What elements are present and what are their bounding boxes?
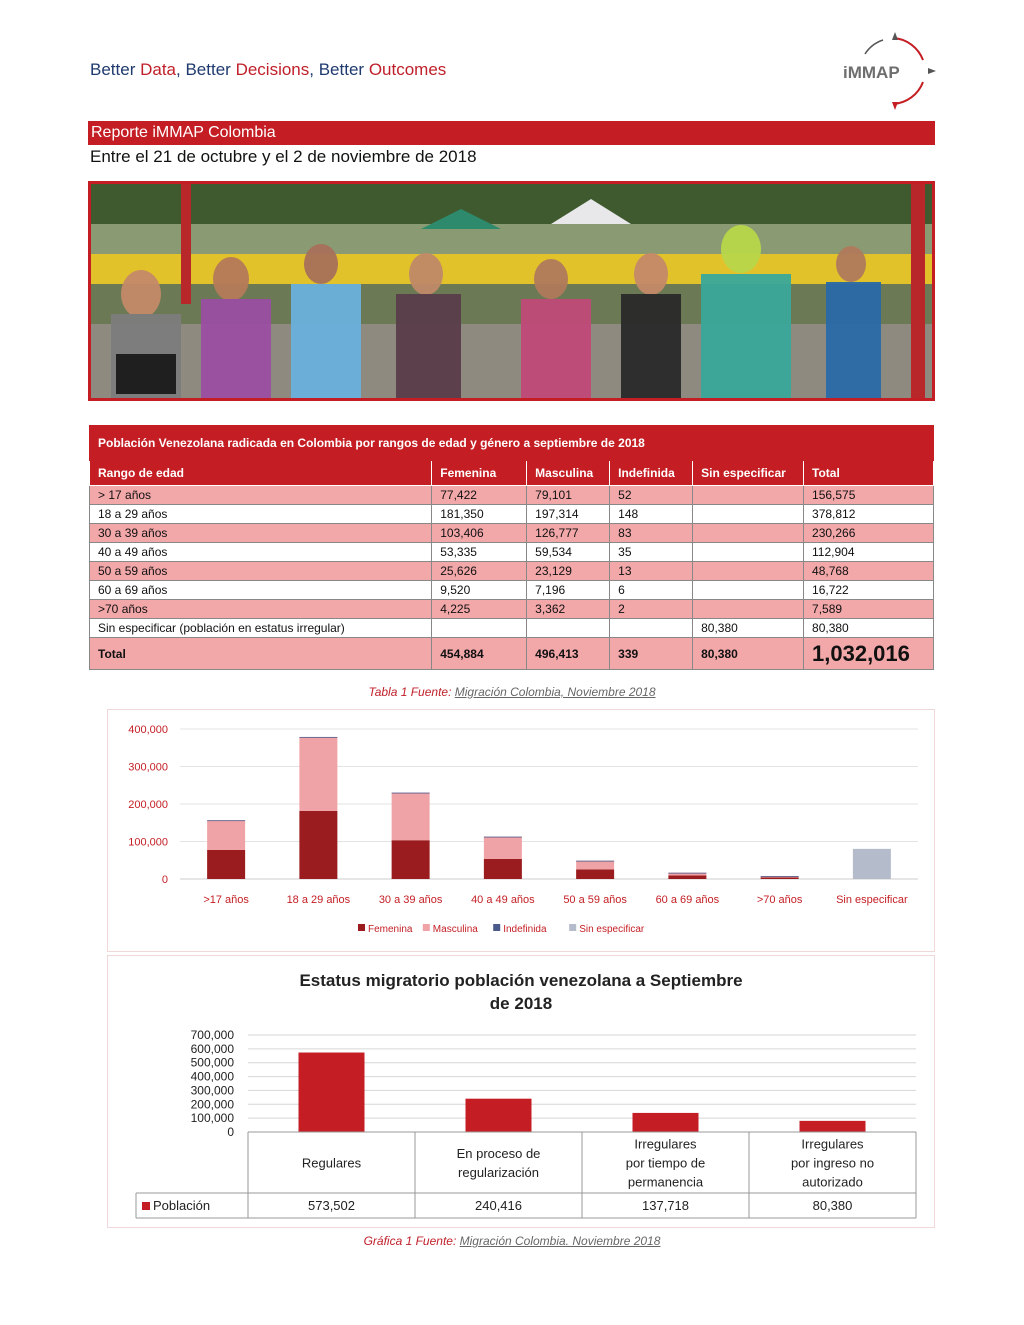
table-cell [693, 524, 804, 543]
table-cell: 378,812 [804, 505, 934, 524]
population-table [89, 425, 934, 670]
bar-segment [484, 837, 522, 859]
chart-title: Estatus migratorio población venezolana a Septiembre [299, 971, 743, 990]
category-label: permanencia [627, 1174, 704, 1190]
x-tick-label: >70 años [756, 894, 803, 906]
population-table-container [89, 425, 934, 670]
bar-segment [207, 820, 245, 850]
table-cell: > 17 años [90, 486, 432, 505]
legend-swatch [569, 924, 576, 931]
table-cell: 112,904 [804, 543, 934, 562]
table-cell: 77,422 [432, 486, 527, 505]
table-cell: 103,406 [432, 524, 527, 543]
table-cell [693, 600, 804, 619]
legend-label: Femenina [368, 924, 413, 935]
legend-swatch [493, 924, 500, 931]
value-label: 240,416 [475, 1198, 522, 1213]
bar-segment [484, 837, 522, 838]
bar-segment [392, 793, 430, 841]
table-cell [693, 505, 804, 524]
table-cell: 7,589 [804, 600, 934, 619]
logo-text: iMMAP [843, 63, 900, 82]
y-tick-label: 0 [161, 874, 168, 886]
grand-total: 1,032,016 [804, 638, 934, 670]
table-cell: 181,350 [432, 505, 527, 524]
bar-segment [668, 875, 706, 879]
report-title: Reporte iMMAP Colombia [88, 121, 935, 145]
y-tick-label: 400,000 [190, 1069, 234, 1084]
table-cell [693, 581, 804, 600]
x-tick-label: 60 a 69 años [655, 894, 720, 906]
table-row [90, 543, 934, 562]
bar-segment [853, 849, 891, 879]
age-gender-chart [107, 709, 935, 952]
table-cell: 148 [610, 505, 693, 524]
table-row [90, 600, 934, 619]
x-tick-label: 18 a 29 años [286, 894, 351, 906]
table-cell [610, 619, 693, 638]
table-cell: 197,314 [527, 505, 610, 524]
y-tick-label: 600,000 [190, 1041, 234, 1056]
table-cell: 16,722 [804, 581, 934, 600]
table-total-row [90, 638, 934, 670]
tagline-part: Outcomes [368, 60, 447, 79]
table-header: Sin especificar [693, 461, 804, 486]
tagline-part: , Better [309, 60, 365, 79]
table-header: Rango de edad [90, 461, 432, 486]
table-cell: 3,362 [527, 600, 610, 619]
bar [466, 1099, 532, 1132]
table-header: Indefinida [610, 461, 693, 486]
table-total-cell: 454,884 [432, 638, 527, 670]
table-cell: 83 [610, 524, 693, 543]
bar-segment [761, 876, 799, 877]
table-cell: 126,777 [527, 524, 610, 543]
bar-segment [576, 869, 614, 879]
category-label: Irregulares [801, 1136, 864, 1152]
tagline-part: , Better [176, 60, 231, 79]
report-subtitle: Entre el 21 de octubre y el 2 de noviembre de 2018 [90, 147, 477, 166]
bar-segment [207, 850, 245, 879]
chart-title: de 2018 [489, 994, 553, 1013]
category-label: autorizado [802, 1174, 863, 1190]
chart-source [0, 1234, 1024, 1248]
y-tick-label: 500,000 [190, 1055, 234, 1070]
table-header-row [90, 461, 934, 486]
table-cell: 156,575 [804, 486, 934, 505]
bar-segment [668, 873, 706, 874]
table-cell: 80,380 [693, 619, 804, 638]
table-cell: 48,768 [804, 562, 934, 581]
table-cell: 40 a 49 años [90, 543, 432, 562]
table-total-cell: 339 [610, 638, 693, 670]
migratory-status-chart-svg [108, 956, 934, 1227]
table-cell: 60 a 69 años [90, 581, 432, 600]
bar-segment [576, 861, 614, 862]
bar-segment [207, 820, 245, 821]
table-total-cell: Total [90, 638, 432, 670]
table-cell: 230,266 [804, 524, 934, 543]
table-total-cell: 496,413 [527, 638, 610, 670]
table-cell: 4,225 [432, 600, 527, 619]
bar-segment [576, 861, 614, 870]
table-cell: 79,101 [527, 486, 610, 505]
table-row [90, 505, 934, 524]
tagline-part: Better [90, 60, 136, 79]
table-cell: 9,520 [432, 581, 527, 600]
value-label: 573,502 [308, 1198, 355, 1213]
crowd-photo [88, 181, 935, 401]
value-label: 137,718 [642, 1198, 689, 1213]
migratory-status-chart [107, 955, 935, 1228]
bar-segment [299, 737, 337, 811]
table-caption: Población Venezolana radicada en Colombia por rangos de edad y género a septiembre de 2018 [90, 426, 934, 461]
table-cell [432, 619, 527, 638]
category-label: Regulares [301, 1155, 362, 1171]
table-cell: 35 [610, 543, 693, 562]
category-label: regularización [458, 1165, 539, 1180]
table-cell: 7,196 [527, 581, 610, 600]
table-cell: 30 a 39 años [90, 524, 432, 543]
tagline [90, 60, 446, 80]
legend-label: Indefinida [503, 924, 547, 935]
table-cell: >70 años [90, 600, 432, 619]
x-tick-label: >17 años [203, 894, 249, 906]
table-row [90, 486, 934, 505]
table-row [90, 619, 934, 638]
table-source-link[interactable]: Migración Colombia, Noviembre 2018 [454, 685, 656, 699]
table-header: Masculina [527, 461, 610, 486]
crowd-photo-illustration [91, 184, 932, 398]
table-header: Total [804, 461, 934, 486]
bar-segment [299, 737, 337, 738]
bar-segment [484, 859, 522, 879]
category-label: En proceso de [456, 1146, 541, 1161]
y-tick-label: 200,000 [190, 1097, 234, 1112]
table-row [90, 581, 934, 600]
y-tick-label: 700,000 [190, 1028, 234, 1042]
y-tick-label: 400,000 [128, 724, 168, 736]
x-tick-label: Sin especificar [836, 894, 908, 906]
immap-logo [835, 32, 940, 110]
table-header: Femenina [432, 461, 527, 486]
table-row [90, 524, 934, 543]
table-cell [693, 486, 804, 505]
table-cell: 2 [610, 600, 693, 619]
bar-segment [392, 840, 430, 879]
x-tick-label: 30 a 39 años [378, 894, 443, 906]
table-cell [693, 543, 804, 562]
table-cell: 18 a 29 años [90, 505, 432, 524]
table-cell: 25,626 [432, 562, 527, 581]
bar [299, 1053, 365, 1132]
bar-segment [299, 811, 337, 879]
table-cell: 6 [610, 581, 693, 600]
table-cell: 59,534 [527, 543, 610, 562]
legend-swatch [142, 1202, 150, 1210]
table-cell: 13 [610, 562, 693, 581]
y-tick-label: 200,000 [128, 799, 168, 811]
table-cell [693, 562, 804, 581]
x-tick-label: 40 a 49 años [471, 894, 535, 906]
table-cell: 53,335 [432, 543, 527, 562]
tagline-part: Decisions [235, 60, 310, 79]
value-label: 80,380 [812, 1198, 853, 1213]
table-cell [527, 619, 610, 638]
legend-label: Población [153, 1198, 211, 1213]
y-tick-label: 100,000 [190, 1111, 234, 1126]
x-tick-label: 50 a 59 años [563, 894, 627, 906]
table-cell: 23,129 [527, 562, 610, 581]
y-tick-label: 0 [227, 1125, 234, 1139]
bar-segment [761, 877, 799, 879]
category-label: Irregulares [634, 1136, 697, 1152]
y-tick-label: 300,000 [128, 761, 168, 774]
y-tick-label: 100,000 [128, 836, 168, 849]
y-tick-label: 300,000 [190, 1083, 234, 1098]
age-gender-chart-svg [108, 710, 934, 951]
legend-label: Sin especificar [579, 924, 645, 935]
table-cell: 52 [610, 486, 693, 505]
chart-source-label: Gráfica 1 Fuente: [363, 1234, 457, 1248]
legend-label: Masculina [432, 924, 478, 935]
table-row [90, 562, 934, 581]
category-label: por ingreso no [790, 1155, 875, 1171]
table-source [0, 685, 1024, 699]
table-cell: 50 a 59 años [90, 562, 432, 581]
bar [800, 1121, 866, 1132]
legend-swatch [358, 924, 365, 931]
table-cell: 80,380 [804, 619, 934, 638]
bar [633, 1113, 699, 1132]
table-cell: Sin especificar (población en estatus irregular) [90, 619, 432, 638]
legend-swatch [423, 924, 430, 931]
category-label: por tiempo de [625, 1155, 706, 1171]
bar-segment [392, 793, 430, 794]
table-total-cell: 80,380 [693, 638, 804, 670]
tagline-part: Data [140, 60, 177, 79]
table-source-label: Tabla 1 Fuente: [368, 685, 452, 699]
chart-source-link[interactable]: Migración Colombia. Noviembre 2018 [459, 1234, 661, 1248]
